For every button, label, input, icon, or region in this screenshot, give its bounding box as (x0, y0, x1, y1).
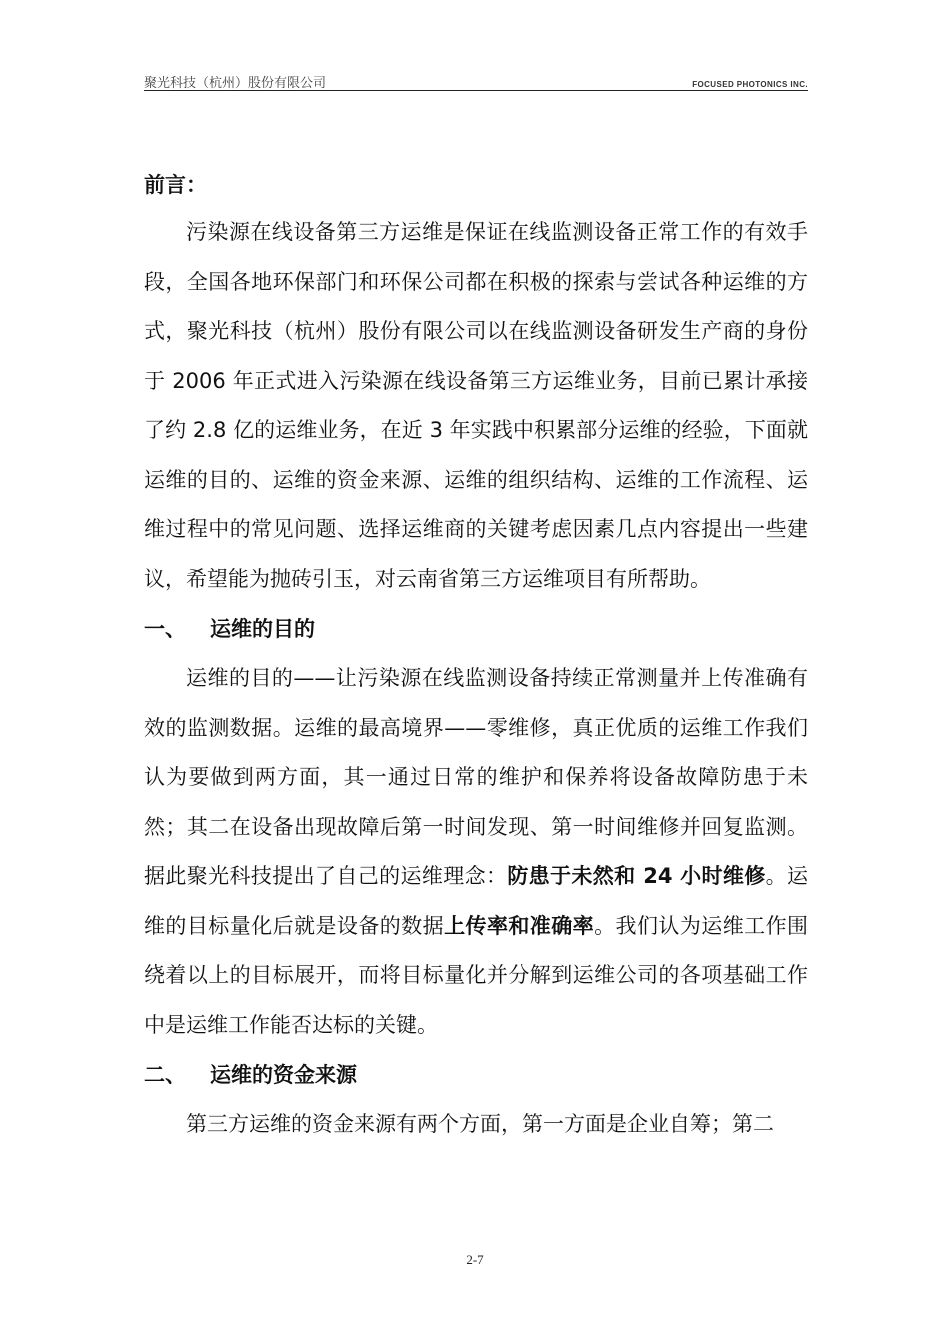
section-1-text-c: 。我们认为运维工作围绕着以上的目标展开，而将目标量化并分解到运维公司的各项基础工作中是运维工作能否达标的关键。 (144, 913, 809, 1037)
section-1-heading (144, 604, 808, 654)
section-1-bold-b: 上传率和准确率 (444, 913, 595, 938)
section-2-heading (144, 1050, 808, 1100)
section-1-title: 运维的目的 (210, 617, 315, 641)
section-2-paragraph: 第三方运维的资金来源有两个方面，第一方面是企业自筹；第二 (186, 1112, 774, 1136)
document-body (144, 160, 808, 1150)
section-1-text-b: 。运维的目标量化后就是设备的数据 (144, 864, 808, 938)
company-name-en: FOCUSED PHOTONICS INC. (692, 80, 808, 89)
section-1-text-a: 运维的目的——让污染源在线监测设备持续正常测量并上传准确有效的监测数据。运维的最高境界——零维修，真正优质的运维工作我们认为要做到两方面，其一通过日常的维护和保养将设备故障防患于未然；其二在设备出现故障后第一时间发现、第一时间维修并回复监测。据此聚光科技提出了自己的运维理念： (144, 666, 808, 888)
section-1-paragraph (144, 654, 808, 1050)
page-number: 2-7 (466, 1252, 484, 1267)
preface-title: 前言： (144, 173, 207, 197)
company-name-cn: 聚光科技（杭州）股份有限公司 (144, 76, 327, 91)
section-2-title: 运维的资金来源 (210, 1063, 357, 1087)
section-1-number: 一、 (144, 617, 186, 641)
preface-paragraph: 污染源在线设备第三方运维是保证在线监测设备正常工作的有效手段，全国各地环保部门和环保公司都在积极的探索与尝试各种运维的方式，聚光科技（杭州）股份有限公司以在线监测设备研发生产商的身份于 2006 年正式进入污染源在线设备第三方运维业务，目前已累计承接了约 2.8 亿的运维业务，在近 3 年实践中积累部分运维的经验，下面就运维的目的、运维的资金来源、运维的组织结构、运维的工作流程、运维过程中的常见问题、选择运维商的关键考虑因素几点内容提出一些建议，希望能为抛砖引玉，对云南省第三方运维项目有所帮助。 (144, 220, 808, 591)
page-header (144, 68, 808, 91)
section-1-bold-a: 防患于未然和 24 小时维修 (507, 864, 766, 888)
section-2-number: 二、 (144, 1063, 186, 1087)
